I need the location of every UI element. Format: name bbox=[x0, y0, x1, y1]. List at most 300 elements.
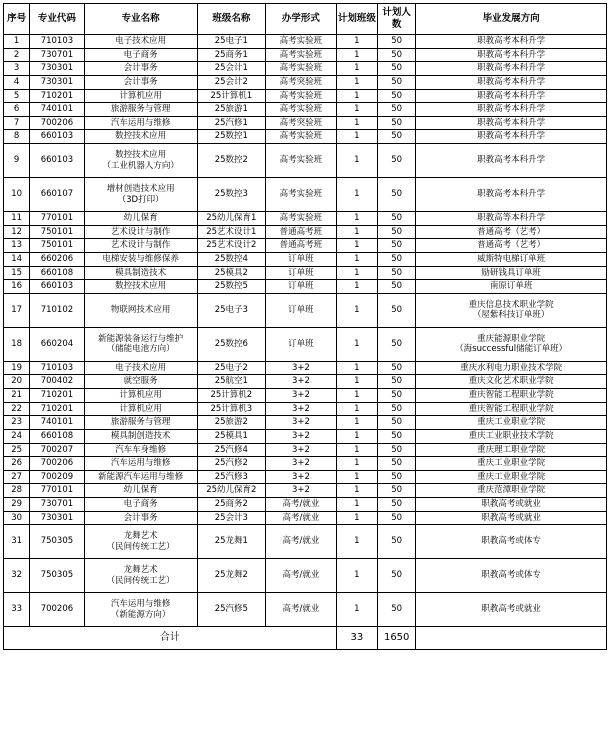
cell-planned-classes: 1 bbox=[336, 266, 377, 280]
cell-planned-classes: 1 bbox=[336, 225, 377, 239]
table-header bbox=[4, 4, 607, 35]
cell-school-form: 高考实验班 bbox=[266, 62, 337, 76]
cell-major-code: 660107 bbox=[30, 178, 84, 212]
cell-school-form: 高考/就业 bbox=[266, 511, 337, 525]
cell-graduation-direction: 重庆范潭职业学院 bbox=[416, 484, 607, 498]
table-row bbox=[4, 402, 607, 416]
table-row bbox=[4, 116, 607, 130]
cell-major-code: 700206 bbox=[30, 593, 84, 627]
cell-planned-students: 50 bbox=[378, 252, 416, 266]
cell-graduation-direction: 职教高考本科升学 bbox=[416, 35, 607, 49]
cell-planned-students: 50 bbox=[378, 89, 416, 103]
cell-major-code: 740101 bbox=[30, 103, 84, 117]
table-row bbox=[4, 225, 607, 239]
cell-planned-students: 50 bbox=[378, 457, 416, 471]
cell-planned-students: 50 bbox=[378, 402, 416, 416]
cell-planned-classes: 1 bbox=[336, 457, 377, 471]
table-footer bbox=[4, 627, 607, 650]
cell-index: 28 bbox=[4, 484, 30, 498]
cell-index: 31 bbox=[4, 525, 30, 559]
cell-graduation-direction: 职教高考本科升学 bbox=[416, 75, 607, 89]
cell-graduation-direction: 普通高考（艺考） bbox=[416, 239, 607, 253]
cell-graduation-direction: 普通高考（艺考） bbox=[416, 225, 607, 239]
cell-class-name: 25汽修2 bbox=[197, 457, 266, 471]
cell-class-name: 25旅游2 bbox=[197, 416, 266, 430]
cell-planned-students: 50 bbox=[378, 525, 416, 559]
cell-index: 12 bbox=[4, 225, 30, 239]
cell-graduation-direction: 重庆理工职业学院 bbox=[416, 443, 607, 457]
cell-class-name: 25幼儿保育2 bbox=[197, 484, 266, 498]
cell-class-name: 25电子2 bbox=[197, 361, 266, 375]
cell-major-code: 710201 bbox=[30, 89, 84, 103]
cell-index: 26 bbox=[4, 457, 30, 471]
table-row bbox=[4, 429, 607, 443]
cell-major-code: 700209 bbox=[30, 470, 84, 484]
cell-major-name: 电子商务 bbox=[84, 48, 197, 62]
cell-school-form: 3+2 bbox=[266, 470, 337, 484]
cell-index: 7 bbox=[4, 116, 30, 130]
col-major-name: 专业名称 bbox=[84, 4, 197, 35]
cell-class-name: 25数控3 bbox=[197, 178, 266, 212]
cell-class-name: 25数控2 bbox=[197, 144, 266, 178]
cell-school-form: 高考实验班 bbox=[266, 48, 337, 62]
cell-major-code: 730701 bbox=[30, 48, 84, 62]
cell-planned-classes: 1 bbox=[336, 559, 377, 593]
table-row bbox=[4, 75, 607, 89]
cell-class-name: 25计算机1 bbox=[197, 89, 266, 103]
cell-index: 25 bbox=[4, 443, 30, 457]
table-row bbox=[4, 280, 607, 294]
cell-major-code: 710103 bbox=[30, 361, 84, 375]
table-row bbox=[4, 327, 607, 361]
table-row bbox=[4, 35, 607, 49]
cell-graduation-direction: 职教高等本科升学 bbox=[416, 212, 607, 226]
cell-planned-students: 50 bbox=[378, 429, 416, 443]
cell-major-code: 700206 bbox=[30, 116, 84, 130]
cell-major-name: 增材创造技术应用 （3D打印） bbox=[84, 178, 197, 212]
cell-major-name: 会计事务 bbox=[84, 62, 197, 76]
cell-graduation-direction: 职教高考或就业 bbox=[416, 593, 607, 627]
cell-major-code: 710102 bbox=[30, 293, 84, 327]
cell-graduation-direction: 南原订单班 bbox=[416, 280, 607, 294]
table-row bbox=[4, 525, 607, 559]
cell-class-name: 25航空1 bbox=[197, 375, 266, 389]
cell-planned-students: 50 bbox=[378, 416, 416, 430]
cell-school-form: 高考实验班 bbox=[266, 89, 337, 103]
cell-major-name: 旅游服务与管理 bbox=[84, 416, 197, 430]
cell-planned-students: 50 bbox=[378, 511, 416, 525]
cell-major-name: 旅游服务与管理 bbox=[84, 103, 197, 117]
table-row bbox=[4, 443, 607, 457]
cell-planned-classes: 1 bbox=[336, 62, 377, 76]
cell-major-code: 750101 bbox=[30, 225, 84, 239]
cell-index: 18 bbox=[4, 327, 30, 361]
cell-index: 6 bbox=[4, 103, 30, 117]
cell-index: 9 bbox=[4, 144, 30, 178]
cell-major-name: 汽车运用与维修 （新能源方向） bbox=[84, 593, 197, 627]
table-row bbox=[4, 144, 607, 178]
table-row bbox=[4, 361, 607, 375]
cell-index: 1 bbox=[4, 35, 30, 49]
cell-major-name: 物联网技术应用 bbox=[84, 293, 197, 327]
cell-school-form: 订单班 bbox=[266, 266, 337, 280]
cell-school-form: 高考实验班 bbox=[266, 144, 337, 178]
cell-class-name: 25汽修3 bbox=[197, 470, 266, 484]
cell-class-name: 25计算机2 bbox=[197, 389, 266, 403]
cell-graduation-direction: 职教高考本科升学 bbox=[416, 144, 607, 178]
cell-planned-classes: 1 bbox=[336, 116, 377, 130]
col-major-code: 专业代码 bbox=[30, 4, 84, 35]
cell-planned-students: 50 bbox=[378, 266, 416, 280]
cell-school-form: 普通高考班 bbox=[266, 225, 337, 239]
col-planned-classes: 计划班级 bbox=[336, 4, 377, 35]
cell-class-name: 25数控6 bbox=[197, 327, 266, 361]
cell-school-form: 普通高考班 bbox=[266, 239, 337, 253]
cell-graduation-direction: 重庆智能工程职业学院 bbox=[416, 402, 607, 416]
cell-school-form: 3+2 bbox=[266, 457, 337, 471]
cell-graduation-direction: 重庆智能工程职业学院 bbox=[416, 389, 607, 403]
cell-class-name: 25龙舞2 bbox=[197, 559, 266, 593]
cell-class-name: 25汽修1 bbox=[197, 116, 266, 130]
cell-major-name: 数控技术应用 （工业机器人方向） bbox=[84, 144, 197, 178]
cell-class-name: 25商务1 bbox=[197, 48, 266, 62]
cell-major-code: 710103 bbox=[30, 35, 84, 49]
cell-class-name: 25计算机3 bbox=[197, 402, 266, 416]
table-row bbox=[4, 375, 607, 389]
cell-major-code: 660108 bbox=[30, 429, 84, 443]
cell-graduation-direction: 重庆工业职业学院 bbox=[416, 470, 607, 484]
cell-planned-classes: 1 bbox=[336, 178, 377, 212]
cell-index: 15 bbox=[4, 266, 30, 280]
cell-index: 27 bbox=[4, 470, 30, 484]
cell-school-form: 3+2 bbox=[266, 429, 337, 443]
cell-planned-classes: 1 bbox=[336, 239, 377, 253]
cell-planned-classes: 1 bbox=[336, 593, 377, 627]
cell-graduation-direction: 职教高考本科升学 bbox=[416, 116, 607, 130]
cell-school-form: 订单班 bbox=[266, 293, 337, 327]
cell-major-name: 汽车车身维修 bbox=[84, 443, 197, 457]
table-row bbox=[4, 89, 607, 103]
cell-index: 5 bbox=[4, 89, 30, 103]
cell-planned-students: 50 bbox=[378, 75, 416, 89]
col-graduation-direction: 毕业发展方向 bbox=[416, 4, 607, 35]
cell-school-form: 高考/就业 bbox=[266, 498, 337, 512]
cell-class-name: 25会计3 bbox=[197, 511, 266, 525]
cell-major-name: 模具制造技术 bbox=[84, 266, 197, 280]
cell-class-name: 25电子3 bbox=[197, 293, 266, 327]
cell-planned-students: 50 bbox=[378, 593, 416, 627]
total-label: 合计 bbox=[4, 627, 337, 650]
cell-planned-students: 50 bbox=[378, 375, 416, 389]
table-row bbox=[4, 416, 607, 430]
cell-planned-classes: 1 bbox=[336, 252, 377, 266]
cell-major-code: 660103 bbox=[30, 280, 84, 294]
cell-class-name: 25龙舞1 bbox=[197, 525, 266, 559]
cell-major-name: 计算机应用 bbox=[84, 402, 197, 416]
cell-index: 24 bbox=[4, 429, 30, 443]
cell-class-name: 25汽修5 bbox=[197, 593, 266, 627]
cell-school-form: 高考实验班 bbox=[266, 178, 337, 212]
cell-graduation-direction: 重庆工业职业学院 bbox=[416, 457, 607, 471]
cell-index: 11 bbox=[4, 212, 30, 226]
cell-graduation-direction: 职教高考本科升学 bbox=[416, 89, 607, 103]
cell-planned-classes: 1 bbox=[336, 525, 377, 559]
cell-major-name: 龙舞艺术 （民间传统工艺） bbox=[84, 559, 197, 593]
cell-planned-classes: 1 bbox=[336, 212, 377, 226]
cell-major-name: 模具制创造技术 bbox=[84, 429, 197, 443]
cell-major-name: 会计事务 bbox=[84, 75, 197, 89]
cell-school-form: 高考/就业 bbox=[266, 525, 337, 559]
cell-major-name: 电子技术应用 bbox=[84, 35, 197, 49]
cell-school-form: 高考/就业 bbox=[266, 559, 337, 593]
cell-graduation-direction: 威斯特电梯订单班 bbox=[416, 252, 607, 266]
cell-planned-classes: 1 bbox=[336, 361, 377, 375]
cell-planned-students: 50 bbox=[378, 62, 416, 76]
cell-major-name: 数控技术应用 bbox=[84, 130, 197, 144]
cell-planned-students: 50 bbox=[378, 130, 416, 144]
cell-class-name: 25艺术设计1 bbox=[197, 225, 266, 239]
cell-planned-students: 50 bbox=[378, 116, 416, 130]
cell-major-code: 660103 bbox=[30, 144, 84, 178]
table-row bbox=[4, 212, 607, 226]
cell-major-name: 幼儿保育 bbox=[84, 484, 197, 498]
cell-school-form: 3+2 bbox=[266, 416, 337, 430]
cell-school-form: 3+2 bbox=[266, 484, 337, 498]
cell-planned-students: 50 bbox=[378, 103, 416, 117]
cell-graduation-direction: 职教高考本科升学 bbox=[416, 103, 607, 117]
cell-class-name: 25模具1 bbox=[197, 429, 266, 443]
cell-index: 29 bbox=[4, 498, 30, 512]
cell-class-name: 25商务2 bbox=[197, 498, 266, 512]
table-row bbox=[4, 48, 607, 62]
cell-school-form: 高考实验班 bbox=[266, 35, 337, 49]
table-row bbox=[4, 470, 607, 484]
cell-planned-students: 50 bbox=[378, 559, 416, 593]
cell-planned-classes: 1 bbox=[336, 484, 377, 498]
table-row bbox=[4, 457, 607, 471]
table-row bbox=[4, 593, 607, 627]
cell-major-name: 新能源装备运行与维护 （储能电池方向） bbox=[84, 327, 197, 361]
cell-major-code: 660206 bbox=[30, 252, 84, 266]
cell-index: 17 bbox=[4, 293, 30, 327]
col-class-name: 班级名称 bbox=[197, 4, 266, 35]
cell-school-form: 3+2 bbox=[266, 361, 337, 375]
cell-major-name: 电子商务 bbox=[84, 498, 197, 512]
cell-planned-classes: 1 bbox=[336, 498, 377, 512]
cell-graduation-direction: 职教高考本科升学 bbox=[416, 48, 607, 62]
total-students: 1650 bbox=[378, 627, 416, 650]
cell-planned-classes: 1 bbox=[336, 35, 377, 49]
cell-major-name: 数控技术应用 bbox=[84, 280, 197, 294]
cell-planned-students: 50 bbox=[378, 470, 416, 484]
cell-planned-classes: 1 bbox=[336, 416, 377, 430]
cell-index: 23 bbox=[4, 416, 30, 430]
cell-school-form: 3+2 bbox=[266, 389, 337, 403]
cell-school-form: 高考实验班 bbox=[266, 212, 337, 226]
table-row bbox=[4, 484, 607, 498]
table-row bbox=[4, 293, 607, 327]
cell-school-form: 订单班 bbox=[266, 327, 337, 361]
cell-planned-classes: 1 bbox=[336, 375, 377, 389]
table-body bbox=[4, 35, 607, 627]
cell-major-name: 计算机应用 bbox=[84, 89, 197, 103]
cell-index: 13 bbox=[4, 239, 30, 253]
cell-school-form: 3+2 bbox=[266, 443, 337, 457]
table-row bbox=[4, 266, 607, 280]
cell-planned-students: 50 bbox=[378, 239, 416, 253]
cell-major-code: 730301 bbox=[30, 62, 84, 76]
cell-graduation-direction: 重庆能源职业学院 （海successful储能订单班） bbox=[416, 327, 607, 361]
cell-major-code: 750305 bbox=[30, 559, 84, 593]
cell-planned-students: 50 bbox=[378, 178, 416, 212]
cell-planned-students: 50 bbox=[378, 212, 416, 226]
cell-class-name: 25电子1 bbox=[197, 35, 266, 49]
cell-index: 14 bbox=[4, 252, 30, 266]
table-row bbox=[4, 559, 607, 593]
cell-class-name: 25旅游1 bbox=[197, 103, 266, 117]
col-school-form: 办学形式 bbox=[266, 4, 337, 35]
cell-planned-classes: 1 bbox=[336, 103, 377, 117]
cell-class-name: 25会计1 bbox=[197, 62, 266, 76]
cell-major-code: 660108 bbox=[30, 266, 84, 280]
cell-index: 3 bbox=[4, 62, 30, 76]
total-row bbox=[4, 627, 607, 650]
cell-major-code: 750101 bbox=[30, 239, 84, 253]
cell-major-code: 660103 bbox=[30, 130, 84, 144]
cell-major-code: 700402 bbox=[30, 375, 84, 389]
cell-planned-classes: 1 bbox=[336, 130, 377, 144]
cell-major-code: 730701 bbox=[30, 498, 84, 512]
col-planned-students: 计划人数 bbox=[378, 4, 416, 35]
cell-major-code: 770101 bbox=[30, 212, 84, 226]
cell-major-code: 700207 bbox=[30, 443, 84, 457]
cell-planned-classes: 1 bbox=[336, 89, 377, 103]
cell-major-code: 700206 bbox=[30, 457, 84, 471]
enrollment-plan-table bbox=[3, 3, 607, 650]
cell-index: 30 bbox=[4, 511, 30, 525]
cell-graduation-direction: 职教高考本科升学 bbox=[416, 62, 607, 76]
cell-school-form: 订单班 bbox=[266, 252, 337, 266]
cell-index: 33 bbox=[4, 593, 30, 627]
total-direction-empty bbox=[416, 627, 607, 650]
cell-planned-students: 50 bbox=[378, 280, 416, 294]
cell-major-name: 电梯安装与维修保养 bbox=[84, 252, 197, 266]
cell-planned-classes: 1 bbox=[336, 327, 377, 361]
cell-school-form: 高考突验班 bbox=[266, 75, 337, 89]
table-row bbox=[4, 252, 607, 266]
cell-graduation-direction: 职教高考或就业 bbox=[416, 498, 607, 512]
cell-graduation-direction: 职教高考或就业 bbox=[416, 511, 607, 525]
cell-major-name: 电子技术应用 bbox=[84, 361, 197, 375]
cell-planned-students: 50 bbox=[378, 443, 416, 457]
cell-planned-classes: 1 bbox=[336, 144, 377, 178]
cell-graduation-direction: 职教高考本科升学 bbox=[416, 130, 607, 144]
table-row bbox=[4, 103, 607, 117]
cell-graduation-direction: 励研钱具订单班 bbox=[416, 266, 607, 280]
table-row bbox=[4, 498, 607, 512]
cell-major-name: 艺术设计与制作 bbox=[84, 239, 197, 253]
cell-planned-students: 50 bbox=[378, 498, 416, 512]
cell-school-form: 订单班 bbox=[266, 280, 337, 294]
cell-class-name: 25数控4 bbox=[197, 252, 266, 266]
cell-index: 10 bbox=[4, 178, 30, 212]
cell-planned-classes: 1 bbox=[336, 470, 377, 484]
cell-planned-students: 50 bbox=[378, 389, 416, 403]
cell-planned-students: 50 bbox=[378, 225, 416, 239]
cell-graduation-direction: 重庆信息技术职业学院 （屋紫科技订单班） bbox=[416, 293, 607, 327]
cell-index: 22 bbox=[4, 402, 30, 416]
cell-planned-students: 50 bbox=[378, 144, 416, 178]
cell-planned-students: 50 bbox=[378, 327, 416, 361]
cell-major-name: 汽车运用与维修 bbox=[84, 116, 197, 130]
cell-index: 32 bbox=[4, 559, 30, 593]
cell-school-form: 高考实验班 bbox=[266, 130, 337, 144]
cell-school-form: 高考突验班 bbox=[266, 116, 337, 130]
cell-planned-classes: 1 bbox=[336, 429, 377, 443]
cell-planned-students: 50 bbox=[378, 293, 416, 327]
cell-planned-classes: 1 bbox=[336, 75, 377, 89]
cell-index: 4 bbox=[4, 75, 30, 89]
cell-planned-classes: 1 bbox=[336, 402, 377, 416]
table-row bbox=[4, 389, 607, 403]
cell-school-form: 高考实验班 bbox=[266, 103, 337, 117]
cell-index: 20 bbox=[4, 375, 30, 389]
cell-planned-students: 50 bbox=[378, 484, 416, 498]
table-row bbox=[4, 62, 607, 76]
cell-school-form: 3+2 bbox=[266, 402, 337, 416]
cell-graduation-direction: 重庆水利电力职业技术学院 bbox=[416, 361, 607, 375]
cell-planned-students: 50 bbox=[378, 48, 416, 62]
cell-major-name: 计算机应用 bbox=[84, 389, 197, 403]
cell-planned-classes: 1 bbox=[336, 280, 377, 294]
cell-class-name: 25幼儿保育1 bbox=[197, 212, 266, 226]
cell-planned-students: 50 bbox=[378, 361, 416, 375]
cell-planned-classes: 1 bbox=[336, 511, 377, 525]
cell-major-code: 660204 bbox=[30, 327, 84, 361]
cell-class-name: 25数控5 bbox=[197, 280, 266, 294]
cell-major-name: 会计事务 bbox=[84, 511, 197, 525]
cell-major-name: 龙舞艺术 （民间传统工艺） bbox=[84, 525, 197, 559]
cell-graduation-direction: 职教高考或体专 bbox=[416, 525, 607, 559]
cell-graduation-direction: 重庆工业职业技术学院 bbox=[416, 429, 607, 443]
cell-planned-classes: 1 bbox=[336, 443, 377, 457]
cell-planned-classes: 1 bbox=[336, 389, 377, 403]
cell-major-name: 汽车运用与维修 bbox=[84, 457, 197, 471]
cell-class-name: 25汽修4 bbox=[197, 443, 266, 457]
cell-index: 19 bbox=[4, 361, 30, 375]
cell-planned-classes: 1 bbox=[336, 293, 377, 327]
header-row bbox=[4, 4, 607, 35]
cell-index: 16 bbox=[4, 280, 30, 294]
cell-graduation-direction: 职教高考或体专 bbox=[416, 559, 607, 593]
cell-major-name: 新能源汽车运用与维修 bbox=[84, 470, 197, 484]
table-row bbox=[4, 130, 607, 144]
cell-major-code: 730301 bbox=[30, 75, 84, 89]
cell-major-code: 750305 bbox=[30, 525, 84, 559]
cell-planned-classes: 1 bbox=[336, 48, 377, 62]
table-row bbox=[4, 178, 607, 212]
cell-graduation-direction: 重庆文化艺术职业学院 bbox=[416, 375, 607, 389]
cell-index: 8 bbox=[4, 130, 30, 144]
cell-major-code: 730301 bbox=[30, 511, 84, 525]
cell-planned-students: 50 bbox=[378, 35, 416, 49]
cell-school-form: 3+2 bbox=[266, 375, 337, 389]
cell-major-name: 幼儿保育 bbox=[84, 212, 197, 226]
cell-index: 21 bbox=[4, 389, 30, 403]
cell-major-code: 710201 bbox=[30, 402, 84, 416]
cell-class-name: 25模具2 bbox=[197, 266, 266, 280]
cell-class-name: 25数控1 bbox=[197, 130, 266, 144]
